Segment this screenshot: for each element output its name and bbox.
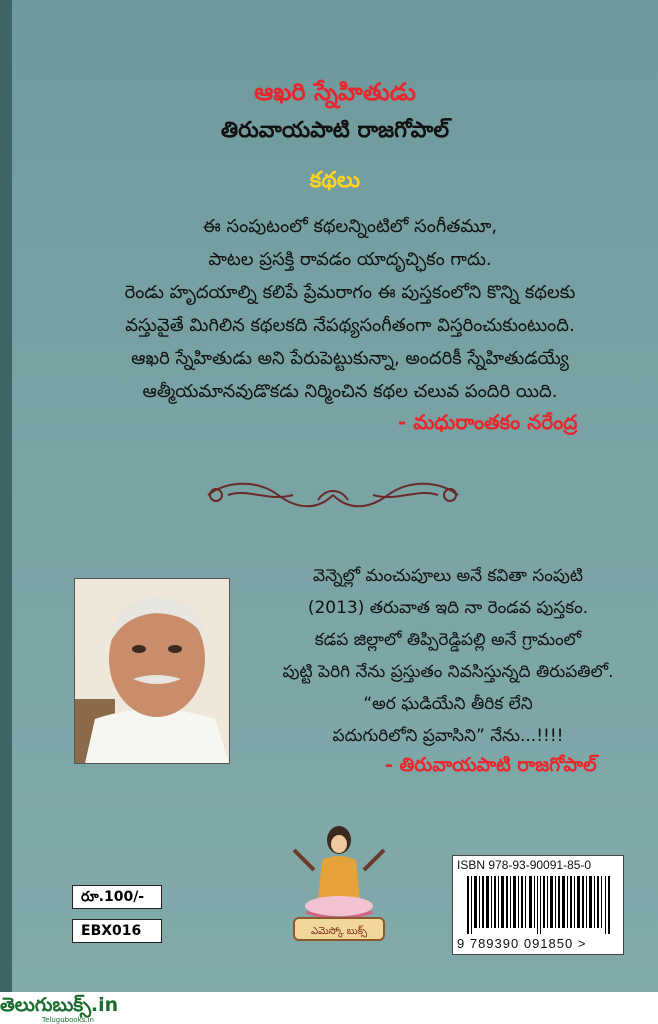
bio-line: పదుగురిలోని ప్రవాసిని” నేను...!!!! [332,726,564,746]
isbn-digits: 9 789390 091850 > [457,936,587,951]
genre-label: కథలు [309,168,361,193]
publisher-logo-icon [284,820,394,950]
price-box: రూ.100/- [72,885,162,909]
publisher-banner-text: ఎమెస్కో బుక్స్ [310,926,368,937]
barcode-icon [467,876,613,934]
watermark-sub: Telugubooks.in [42,1016,94,1024]
bio-signature: - తిరువాయపాటి రాజగోపాల్ [385,754,597,776]
product-code-box: EBX016 [72,919,162,943]
blurb-line: ఈ సంపుటంలో కథలన్నింటిలో సంగీతమూ, [202,216,498,237]
spine-edge [0,0,12,1024]
bio-line: వెన్నెల్లో మంచుపూలు అనే కవితా సంపుటి [312,566,584,586]
bio-line: కడప జిల్లాలో తిప్పిరెడ్డిపల్లి అనే గ్రామంలో [314,630,582,650]
blurb-signature: - మధురాంతకం నరేంద్ర [398,410,578,434]
blurb-text [70,210,630,408]
bio-line: పుట్టి పెరిగి నేను ప్రస్తుతం నివసిస్తున్నది తిరుపతిలో. [282,662,614,682]
author-photo [74,578,230,764]
blurb-line: వస్తువైతే మిగిలిన కథలకది నేపథ్యసంగీతంగా విస్తరించుకుంటుంది. [125,315,575,336]
bio-line: “అర ఘడియేని తీరిక లేని [363,694,533,714]
blurb-line: రెండు హృదయాల్ని కలిపే ప్రేమరాగం ఈ పుస్తకంలోని కొన్ని కథలకు [124,282,576,303]
blurb-line: ఆత్మీయమానవుడొకడు నిర్మించిన కథల చలువ పందిరి యిది. [142,381,558,402]
watermark-site: తెలుగుబుక్స్.in [0,994,119,1016]
isbn-label: ISBN 978-93-90091-85-0 [457,858,592,872]
bio-line: (2013) తరువాత ఇది నా రెండవ పుస్తకం. [307,598,589,618]
book-title: ఆఖరి స్నేహితుడు [254,78,416,106]
ornament-divider [198,470,468,520]
blurb-line: ఆఖరి స్నేహితుడు అని పేరుపెట్టుకున్నా, అందరికీ స్నేహితుడయ్యే [131,348,569,369]
isbn-barcode [452,855,624,955]
author-name: తిరువాయపాటి రాజగోపాల్ [220,118,450,143]
author-bio [238,560,658,752]
blurb-line: పాటల ప్రసక్తి రావడం యాదృచ్ఛికం గాదు. [208,249,492,270]
